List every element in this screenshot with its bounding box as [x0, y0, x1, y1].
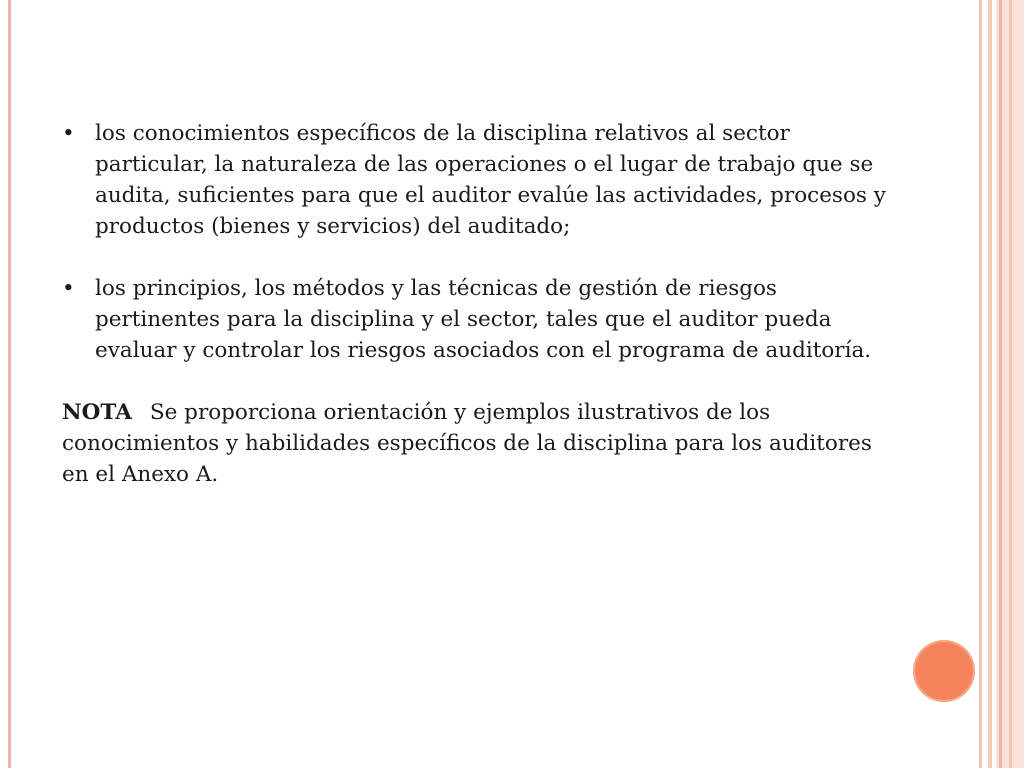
- note-label: NOTA: [62, 400, 132, 425]
- bullet-text: los principios, los métodos y las técnicas de gestión de riesgos pertinentes para la disciplina y el sector, tales que el auditor pueda evaluar y controlar los riesgos asociados con el programa de auditoría.: [95, 276, 872, 363]
- bullet-icon: •: [62, 121, 75, 146]
- orange-circle-icon: [913, 640, 975, 702]
- stripe: [999, 0, 1002, 768]
- bullet-icon: •: [62, 276, 75, 301]
- note-text: Se proporciona orientación y ejemplos ilustrativos de los conocimientos y habilidades específicos de la disciplina para los auditores en el Anexo A.: [62, 400, 872, 487]
- right-decorative-stripes: [976, 0, 1024, 768]
- stripe: [1009, 0, 1012, 768]
- bullet-item: [62, 273, 902, 366]
- stripe: [988, 0, 992, 768]
- left-frame-line: [8, 0, 11, 768]
- note-paragraph: [62, 397, 902, 490]
- bullet-item: [62, 118, 902, 242]
- stripe: [979, 0, 982, 768]
- slide-body: [62, 118, 902, 490]
- bullet-text: los conocimientos específicos de la disciplina relativos al sector particular, la naturaleza de las operaciones o el lugar de trabajo que se audita, suficientes para que el auditor evalúe las actividades, procesos y productos (bienes y servicios) del auditado;: [95, 121, 886, 239]
